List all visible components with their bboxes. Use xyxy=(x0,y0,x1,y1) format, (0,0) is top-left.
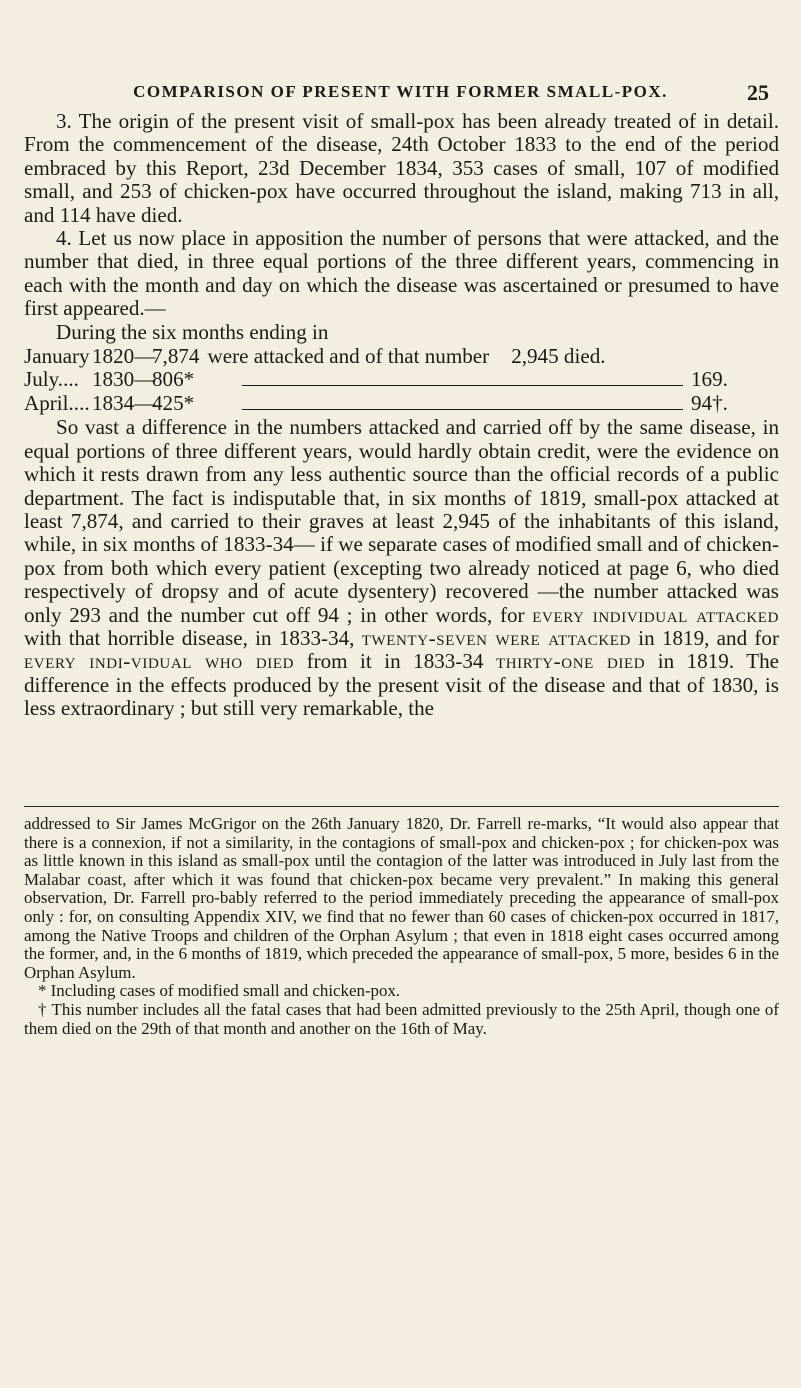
row-attacked: 7,874 xyxy=(152,344,200,369)
row-attacked: 425* xyxy=(152,390,195,415)
comparison-table xyxy=(24,345,779,415)
table-row xyxy=(24,345,779,368)
row-middle-text: were attacked and of that number xyxy=(207,344,490,369)
small-caps-phrase: every indi-vidual who died xyxy=(24,649,295,674)
row-month: April.... xyxy=(24,390,90,415)
paragraph-5 xyxy=(24,416,779,720)
small-caps-phrase: every individual attacked xyxy=(532,602,780,627)
row-died: 94†. xyxy=(691,390,728,415)
row-month: January xyxy=(24,344,90,369)
row-year: 1834— xyxy=(92,390,156,415)
paragraph-5-part: from it in 1833-34 xyxy=(306,649,484,674)
page-header xyxy=(0,80,801,110)
small-caps-phrase: thirty-one died xyxy=(495,649,646,674)
leader-rule xyxy=(242,385,683,386)
footnote-continuation: addressed to Sir James McGrigor on the 26th January 1820, Dr. Farrell re-marks, “It would also appear that there is a connexion, if not a similarity, in the contagions of small-pox and chicken-pox ; for chicken-pox was as little known in this island as small-pox until the contagion of the latter was introduced in July last from the Malabar coast, after which it was found that chicken-pox became very prevalent.” In making this general observation, Dr. Farrell pro-bably referred to the period immediately preceding the appearance of small-pox only : for, on consulting Appendix XIV, we find that no fewer than 60 cases of chicken-pox occurred in 1817, among the Native Troops and children of the Orphan Asylum ; that even in 1818 eight cases occurred among the former, and, in the 6 months of 1819, which preceded the appearance of small-pox, 5 more, besides 6 in the Orphan Asylum. xyxy=(24,814,779,982)
body-text xyxy=(24,110,779,721)
paragraph-4: 4. Let us now place in apposition the number of persons that were attacked, and the number that died, in three equal portions of the three different years, commencing in each with the month and day on which the disease was ascertained or presumed to have first appeared.— xyxy=(24,226,779,321)
row-year: 1820— xyxy=(92,344,156,369)
paragraph-3: 3. The origin of the present visit of small-pox has been already treated of in detail. From the commencement of the disease, 24th October 1833 to the end of the period embraced by this Report, 23d December 1834, 353 cases of small, 107 of modified small, and 253 of chicken-pox have occurred throughout the island, making 713 in all, and 114 have died. xyxy=(24,109,779,227)
row-year: 1830— xyxy=(92,367,156,392)
paragraph-5-part: in 1819, and for xyxy=(638,625,779,650)
paragraph-5-part: with that horrible disease, in 1833-34, xyxy=(24,625,355,650)
row-month: July.... xyxy=(24,367,79,392)
footnote-dagger: † This number includes all the fatal cases that had been admitted previously to the 25th April, though one of them died on the 29th of that month and another on the 16th of May. xyxy=(24,999,779,1038)
table-row xyxy=(24,392,779,415)
row-died: 2,945 died. xyxy=(511,344,606,369)
table-intro: During the six months ending in xyxy=(56,319,329,344)
row-attacked: 806* xyxy=(152,367,195,392)
footnotes xyxy=(24,815,779,1038)
paragraph-5-part: So vast a difference in the numbers attacked and carried off by the same disease, in equal portions of three different years, would hardly obtain credit, were the evidence on which it rests drawn from any less authentic source than the official records of a public department. The fact is indisputable that, in six months of 1819, small-pox attacked at least 7,874, and carried to their graves at least 2,945 of the inhabitants of this island, while, in six months of 1833-34— if we separate cases of modified small and of chicken-pox from both which every patient (excepting two already noticed at page 6, who died respectively of dropsy and of acute dysentery) recovered —the number attacked was only 293 and the number cut off 94 ; in other words, for xyxy=(24,415,779,627)
page-number: 25 xyxy=(747,80,769,105)
footnote-divider xyxy=(24,806,779,807)
footnote-star: * Including cases of modified small and chicken-pox. xyxy=(38,981,401,1001)
small-caps-phrase: twenty-seven were attacked xyxy=(361,625,631,650)
row-died: 169. xyxy=(691,367,728,392)
running-head: COMPARISON OF PRESENT WITH FORMER SMALL-POX. xyxy=(133,82,668,101)
leader-rule xyxy=(242,409,683,410)
paragraph-5-part: in 1819. The difference in the effects produced by the present visit of the disease and that of 1830, is less extraordinary ; but still very remarkable, the xyxy=(24,649,779,721)
table-row xyxy=(24,368,779,391)
